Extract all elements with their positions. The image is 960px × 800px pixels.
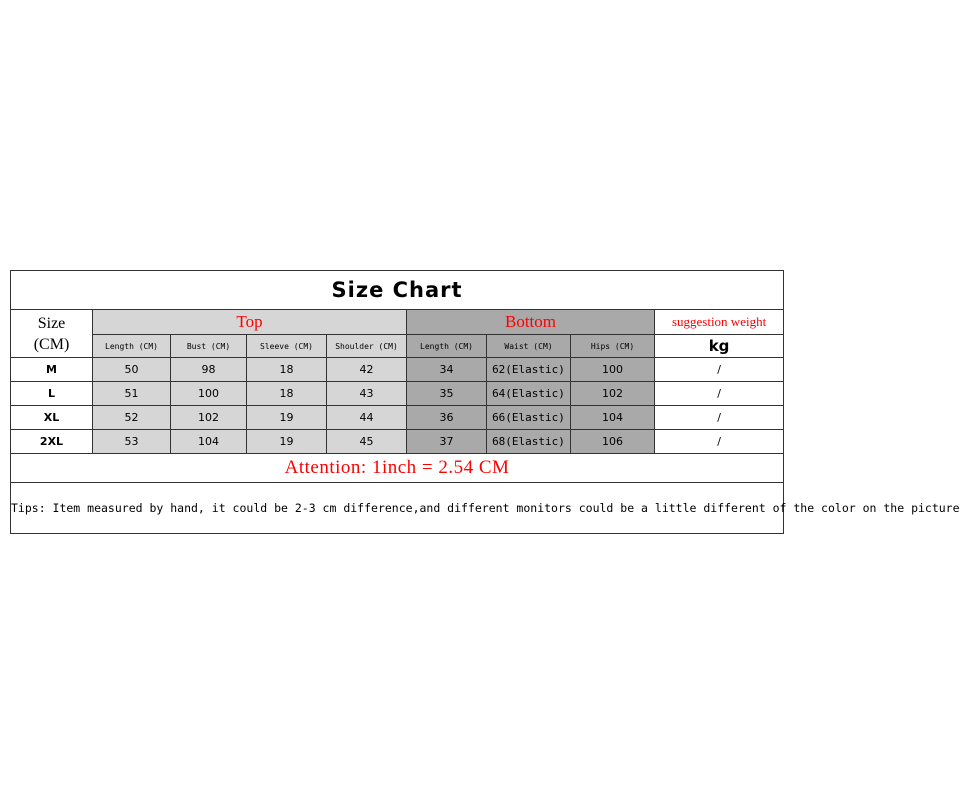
size-chart-table bbox=[10, 270, 960, 534]
col-top-length: Length (CM) bbox=[93, 335, 171, 358]
size-header bbox=[11, 310, 93, 358]
table-row bbox=[11, 358, 784, 382]
cell-top-length: 52 bbox=[93, 406, 171, 430]
cell-top-length: 50 bbox=[93, 358, 171, 382]
col-waist: Waist (CM) bbox=[487, 335, 571, 358]
cell-shoulder: 43 bbox=[327, 382, 407, 406]
cell-shoulder: 44 bbox=[327, 406, 407, 430]
tips-note: Tips: Item measured by hand, it could be 2-3 cm difference,and different monitors could be a little different of the color on the picture bbox=[11, 483, 784, 534]
table-row bbox=[11, 430, 784, 454]
table-row bbox=[11, 382, 784, 406]
cell-weight: / bbox=[655, 406, 784, 430]
top-group-header: Top bbox=[93, 310, 407, 335]
col-bottom-length: Length (CM) bbox=[407, 335, 487, 358]
title-row bbox=[11, 271, 784, 310]
tips-row bbox=[11, 483, 784, 534]
row-size: XL bbox=[11, 406, 93, 430]
cell-bust: 98 bbox=[171, 358, 247, 382]
weight-unit: kg bbox=[655, 335, 784, 358]
col-bust: Bust (CM) bbox=[171, 335, 247, 358]
cell-bottom-length: 36 bbox=[407, 406, 487, 430]
cell-weight: / bbox=[655, 382, 784, 406]
column-header-row bbox=[11, 335, 784, 358]
cell-waist: 66(Elastic) bbox=[487, 406, 571, 430]
cell-top-length: 51 bbox=[93, 382, 171, 406]
size-chart-sheet bbox=[10, 270, 960, 532]
bottom-group-header: Bottom bbox=[407, 310, 655, 335]
cell-shoulder: 42 bbox=[327, 358, 407, 382]
col-sleeve: Sleeve (CM) bbox=[247, 335, 327, 358]
cell-shoulder: 45 bbox=[327, 430, 407, 454]
cell-waist: 64(Elastic) bbox=[487, 382, 571, 406]
cell-bust: 100 bbox=[171, 382, 247, 406]
chart-title: Size Chart bbox=[11, 271, 784, 310]
attention-note: Attention: 1inch = 2.54 CM bbox=[11, 454, 784, 483]
weight-header: suggestion weight bbox=[655, 310, 784, 335]
cell-sleeve: 18 bbox=[247, 358, 327, 382]
cell-hips: 106 bbox=[571, 430, 655, 454]
size-header-line1: Size bbox=[37, 314, 66, 332]
size-header-line2: (CM) bbox=[33, 335, 70, 353]
cell-bottom-length: 35 bbox=[407, 382, 487, 406]
cell-waist: 68(Elastic) bbox=[487, 430, 571, 454]
cell-hips: 102 bbox=[571, 382, 655, 406]
cell-waist: 62(Elastic) bbox=[487, 358, 571, 382]
cell-bust: 102 bbox=[171, 406, 247, 430]
row-size: L bbox=[11, 382, 93, 406]
col-shoulder: Shoulder (CM) bbox=[327, 335, 407, 358]
cell-sleeve: 19 bbox=[247, 406, 327, 430]
cell-sleeve: 18 bbox=[247, 382, 327, 406]
cell-weight: / bbox=[655, 358, 784, 382]
cell-top-length: 53 bbox=[93, 430, 171, 454]
attention-row bbox=[11, 454, 784, 483]
cell-weight: / bbox=[655, 430, 784, 454]
row-size: 2XL bbox=[11, 430, 93, 454]
cell-bust: 104 bbox=[171, 430, 247, 454]
group-header-row bbox=[11, 310, 784, 335]
cell-bottom-length: 37 bbox=[407, 430, 487, 454]
cell-hips: 104 bbox=[571, 406, 655, 430]
col-hips: Hips (CM) bbox=[571, 335, 655, 358]
table-row bbox=[11, 406, 784, 430]
cell-hips: 100 bbox=[571, 358, 655, 382]
row-size: M bbox=[11, 358, 93, 382]
cell-bottom-length: 34 bbox=[407, 358, 487, 382]
cell-sleeve: 19 bbox=[247, 430, 327, 454]
